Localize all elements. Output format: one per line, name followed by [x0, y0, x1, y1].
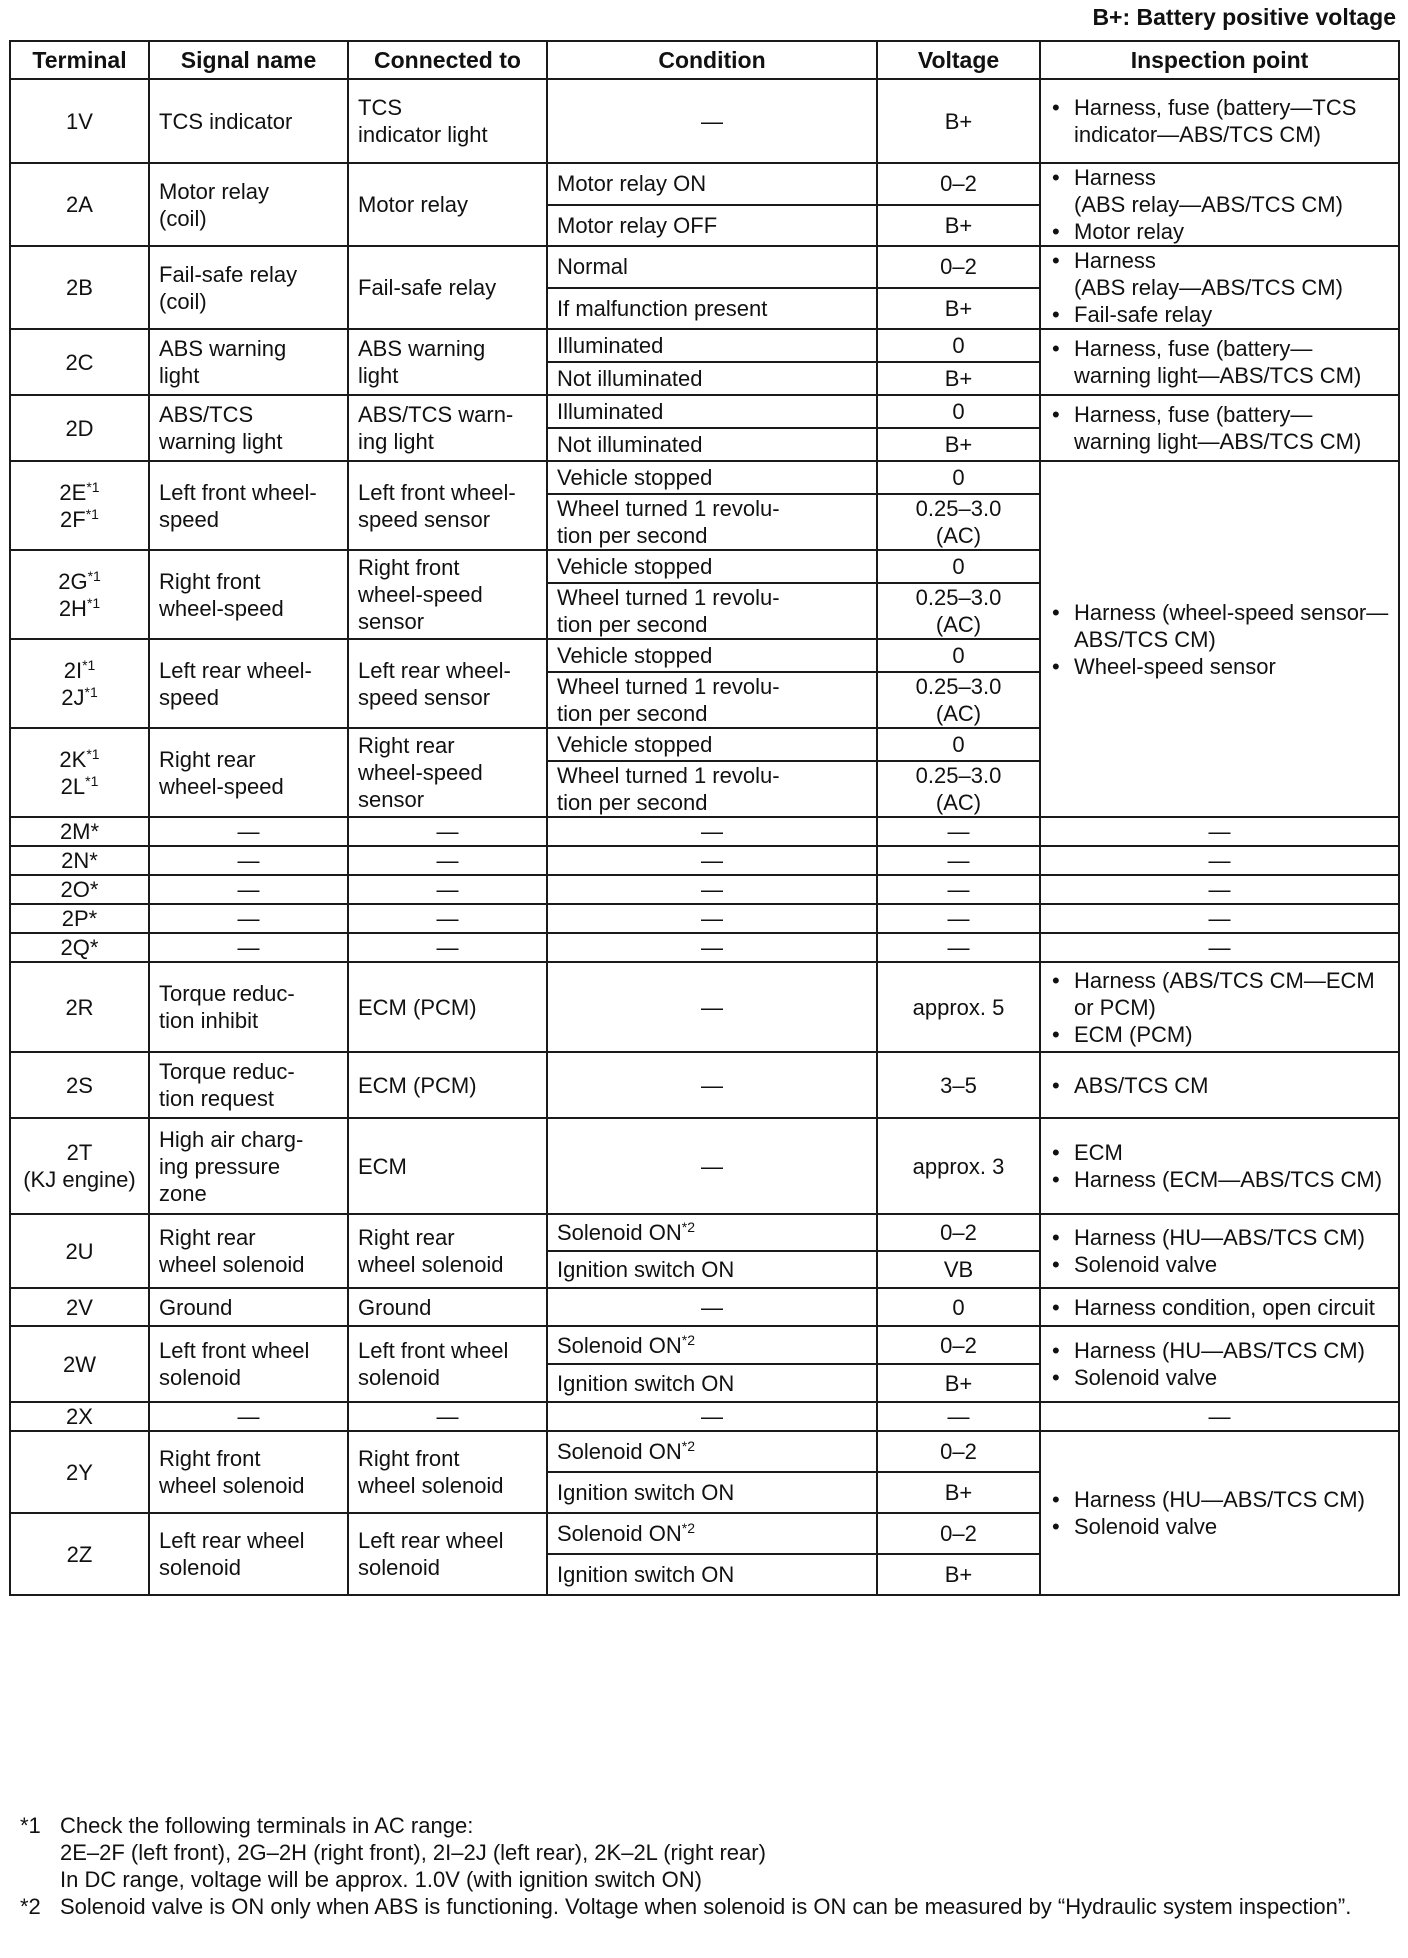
- terminal-code: 2J: [61, 684, 85, 710]
- voltage-cell: —: [877, 875, 1040, 904]
- condition-cell: —: [547, 962, 877, 1052]
- inspection-item: • Solenoid valve: [1050, 1364, 1389, 1391]
- footnote-ref: *2: [681, 1438, 695, 1454]
- connected-cell: Left front wheel- speed sensor: [348, 461, 547, 550]
- table-row: [10, 962, 1399, 1052]
- voltage-cell: 0.25–3.0 (AC): [877, 583, 1040, 639]
- condition-cell: Wheel turned 1 revolu- tion per second: [547, 672, 877, 728]
- connected-cell: —: [348, 933, 547, 962]
- table-row: [10, 246, 1399, 288]
- inspection-item: • Wheel-speed sensor: [1050, 653, 1389, 680]
- condition-cell: Wheel turned 1 revolu- tion per second: [547, 761, 877, 817]
- voltage-cell: 0.25–3.0 (AC): [877, 672, 1040, 728]
- signal-cell: —: [149, 933, 348, 962]
- voltage-cell: B+: [877, 362, 1040, 395]
- terminal-cell: 2Q*: [10, 933, 149, 962]
- condition-cell: Normal: [547, 246, 877, 288]
- voltage-cell: 0: [877, 728, 1040, 761]
- voltage-cell: —: [877, 817, 1040, 846]
- inspection-item: • Motor relay: [1050, 218, 1389, 245]
- inspection-item: • ECM: [1050, 1139, 1389, 1166]
- inspection-cell: [1040, 395, 1399, 461]
- condition-cell: Illuminated: [547, 395, 877, 428]
- table-row: [10, 1214, 1399, 1251]
- condition-text: Solenoid ON: [557, 1521, 682, 1546]
- condition-cell: —: [547, 1288, 877, 1326]
- terminal-engine-note: (KJ engine): [23, 1167, 136, 1192]
- voltage-cell: B+: [877, 79, 1040, 163]
- inspection-cell: [1040, 1431, 1399, 1595]
- condition-cell: —: [547, 1402, 877, 1431]
- inspection-item: • Harness condition, open circuit: [1050, 1294, 1389, 1321]
- inspection-cell: [1040, 1326, 1399, 1402]
- signal-cell: —: [149, 817, 348, 846]
- condition-cell: [547, 1431, 877, 1472]
- terminal-code: 2F: [60, 506, 86, 532]
- condition-cell: Vehicle stopped: [547, 461, 877, 494]
- voltage-cell: 0–2: [877, 1513, 1040, 1554]
- condition-cell: Vehicle stopped: [547, 550, 877, 583]
- signal-cell: Left front wheel- speed: [149, 461, 348, 550]
- signal-cell: Right rear wheel-speed: [149, 728, 348, 817]
- terminal-code: 2E: [59, 479, 87, 505]
- voltage-cell: 0: [877, 329, 1040, 362]
- header-terminal: Terminal: [10, 41, 149, 79]
- header-signal-name: Signal name: [149, 41, 348, 79]
- condition-cell: —: [547, 933, 877, 962]
- connected-cell: ABS warning light: [348, 329, 547, 395]
- signal-cell: High air charg- ing pressure zone: [149, 1118, 348, 1214]
- terminal-code: 2I: [63, 657, 83, 683]
- voltage-cell: 0: [877, 395, 1040, 428]
- header-condition: Condition: [547, 41, 877, 79]
- inspection-item: • Fail-safe relay: [1050, 301, 1389, 328]
- condition-cell: [547, 1513, 877, 1554]
- inspection-cell: [1040, 1118, 1399, 1214]
- condition-cell: Ignition switch ON: [547, 1472, 877, 1513]
- inspection-cell: —: [1040, 817, 1399, 846]
- footnote-ref: *2: [681, 1219, 695, 1235]
- connected-cell: ECM (PCM): [348, 1052, 547, 1118]
- voltage-cell: approx. 3: [877, 1118, 1040, 1214]
- footnote-text: Solenoid valve is ON only when ABS is functioning. Voltage when solenoid is ON can be measured by “Hydraulic system inspection”.: [60, 1894, 1352, 1919]
- inspection-cell: [1040, 246, 1399, 329]
- voltage-cell: 0: [877, 461, 1040, 494]
- table-header-row: [10, 41, 1399, 79]
- terminal-cell: 2P*: [10, 904, 149, 933]
- terminal-cell: [10, 639, 149, 728]
- condition-cell: [547, 1326, 877, 1364]
- table-row: [10, 1326, 1399, 1364]
- condition-cell: Vehicle stopped: [547, 639, 877, 672]
- terminal-cell: 2U: [10, 1214, 149, 1288]
- footnote-1: [20, 1812, 1400, 1893]
- inspection-cell: —: [1040, 1402, 1399, 1431]
- table-row: [10, 1431, 1399, 1472]
- table-row: [10, 846, 1399, 875]
- table-row: [10, 79, 1399, 163]
- inspection-item: • Harness (HU—ABS/TCS CM): [1050, 1224, 1389, 1251]
- condition-cell: Ignition switch ON: [547, 1554, 877, 1595]
- footnote-ref: *2: [681, 1331, 695, 1348]
- voltage-cell: 0–2: [877, 246, 1040, 288]
- inspection-item: • Harness (ABS relay—ABS/TCS CM): [1050, 247, 1389, 301]
- terminal-cell: 1V: [10, 79, 149, 163]
- connected-cell: —: [348, 875, 547, 904]
- condition-cell: —: [547, 1052, 877, 1118]
- terminal-cell: [10, 461, 149, 550]
- connected-cell: TCS indicator light: [348, 79, 547, 163]
- signal-cell: Motor relay (coil): [149, 163, 348, 246]
- condition-text: Solenoid ON: [557, 1439, 682, 1464]
- voltage-legend: B+: Battery positive voltage: [1092, 4, 1396, 30]
- signal-cell: Right rear wheel solenoid: [149, 1214, 348, 1288]
- inspection-item: • Harness, fuse (battery—warning light—ABS/TCS CM): [1050, 335, 1389, 389]
- header-inspection-point: Inspection point: [1040, 41, 1399, 79]
- signal-cell: —: [149, 904, 348, 933]
- inspection-item: • Harness, fuse (battery—warning light—ABS/TCS CM): [1050, 401, 1389, 455]
- terminal-cell: 2V: [10, 1288, 149, 1326]
- signal-cell: Left rear wheel solenoid: [149, 1513, 348, 1595]
- inspection-item: • ECM (PCM): [1050, 1021, 1389, 1048]
- terminal-voltage-table: [9, 40, 1400, 1596]
- voltage-cell: B+: [877, 1364, 1040, 1402]
- footnote-ref: *1: [86, 745, 100, 762]
- signal-cell: ABS/TCS warning light: [149, 395, 348, 461]
- terminal-code: 2L: [60, 773, 86, 799]
- table-row: [10, 1052, 1399, 1118]
- inspection-cell: [1040, 79, 1399, 163]
- table-row: [10, 163, 1399, 205]
- table-row: [10, 1288, 1399, 1326]
- terminal-cell: 2Y: [10, 1431, 149, 1513]
- inspection-cell: [1040, 1214, 1399, 1288]
- connected-cell: —: [348, 1402, 547, 1431]
- connected-cell: Right front wheel-speed sensor: [348, 550, 547, 639]
- voltage-cell: 0–2: [877, 1326, 1040, 1364]
- voltage-cell: —: [877, 933, 1040, 962]
- signal-cell: Right front wheel-speed: [149, 550, 348, 639]
- voltage-cell: 0: [877, 550, 1040, 583]
- terminal-cell: [10, 550, 149, 639]
- terminal-cell: 2N*: [10, 846, 149, 875]
- inspection-item: • Harness (ABS/TCS CM—ECM or PCM): [1050, 967, 1389, 1021]
- voltage-cell: —: [877, 904, 1040, 933]
- inspection-cell: —: [1040, 875, 1399, 904]
- condition-cell: Ignition switch ON: [547, 1251, 877, 1288]
- condition-cell: [547, 1214, 877, 1251]
- inspection-cell: [1040, 461, 1399, 817]
- inspection-item: • Harness, fuse (battery—TCS indicator—ABS/TCS CM): [1050, 94, 1389, 148]
- inspection-cell: —: [1040, 933, 1399, 962]
- table-row: [10, 1402, 1399, 1431]
- footnote-mark: *2: [20, 1894, 41, 1919]
- footnote-2: [20, 1893, 1400, 1920]
- terminal-cell: 2Z: [10, 1513, 149, 1595]
- signal-cell: Left front wheel solenoid: [149, 1326, 348, 1402]
- table-row: [10, 875, 1399, 904]
- voltage-cell: B+: [877, 288, 1040, 330]
- condition-cell: Ignition switch ON: [547, 1364, 877, 1402]
- terminal-code: 2H: [58, 595, 87, 621]
- inspection-cell: [1040, 1052, 1399, 1118]
- footnote-ref: *1: [87, 567, 101, 584]
- condition-cell: —: [547, 1118, 877, 1214]
- terminal-cell: 2W: [10, 1326, 149, 1402]
- table-row: [10, 904, 1399, 933]
- inspection-cell: [1040, 329, 1399, 395]
- connected-cell: ECM: [348, 1118, 547, 1214]
- connected-cell: ABS/TCS warn- ing light: [348, 395, 547, 461]
- connected-cell: Left rear wheel solenoid: [348, 1513, 547, 1595]
- inspection-item: • Harness (wheel-speed sensor—ABS/TCS CM): [1050, 599, 1389, 653]
- signal-cell: Ground: [149, 1288, 348, 1326]
- signal-cell: Left rear wheel- speed: [149, 639, 348, 728]
- inspection-item: • Harness (HU—ABS/TCS CM): [1050, 1486, 1389, 1513]
- terminal-cell: [10, 1118, 149, 1214]
- footnotes: [20, 1812, 1400, 1920]
- footnote-ref: *1: [84, 683, 98, 700]
- connected-cell: —: [348, 817, 547, 846]
- voltage-cell: 0: [877, 639, 1040, 672]
- terminal-code: 2G: [58, 568, 88, 594]
- inspection-cell: [1040, 163, 1399, 246]
- terminal-cell: 2M*: [10, 817, 149, 846]
- inspection-cell: [1040, 1288, 1399, 1326]
- signal-cell: Right front wheel solenoid: [149, 1431, 348, 1513]
- voltage-cell: —: [877, 846, 1040, 875]
- condition-cell: Wheel turned 1 revolu- tion per second: [547, 583, 877, 639]
- footnote-ref: *1: [86, 478, 100, 495]
- voltage-cell: B+: [877, 428, 1040, 461]
- inspection-cell: —: [1040, 846, 1399, 875]
- signal-cell: ABS warning light: [149, 329, 348, 395]
- connected-cell: Right rear wheel-speed sensor: [348, 728, 547, 817]
- connected-cell: Left rear wheel- speed sensor: [348, 639, 547, 728]
- footnote-mark: *1: [20, 1813, 41, 1838]
- connected-cell: —: [348, 846, 547, 875]
- voltage-cell: B+: [877, 205, 1040, 247]
- table-row: [10, 817, 1399, 846]
- condition-cell: Vehicle stopped: [547, 728, 877, 761]
- condition-cell: Not illuminated: [547, 428, 877, 461]
- footnote-text: Check the following terminals in AC range: 2E–2F (left front), 2G–2H (right front), 2I–2J (left rear), 2K–2L (right rear) In DC range, voltage will be approx. 1.0V (with ignition switch ON): [60, 1813, 766, 1892]
- table-row: [10, 1118, 1399, 1214]
- terminal-cell: 2X: [10, 1402, 149, 1431]
- condition-cell: Illuminated: [547, 329, 877, 362]
- voltage-cell: 0.25–3.0 (AC): [877, 761, 1040, 817]
- connected-cell: Right rear wheel solenoid: [348, 1214, 547, 1288]
- condition-cell: Not illuminated: [547, 362, 877, 395]
- condition-text: Solenoid ON: [557, 1220, 682, 1245]
- condition-text: Solenoid ON: [557, 1332, 682, 1358]
- condition-cell: If malfunction present: [547, 288, 877, 330]
- condition-cell: Motor relay ON: [547, 163, 877, 205]
- condition-cell: Motor relay OFF: [547, 205, 877, 247]
- voltage-cell: approx. 5: [877, 962, 1040, 1052]
- voltage-cell: 0.25–3.0 (AC): [877, 494, 1040, 550]
- signal-cell: —: [149, 846, 348, 875]
- voltage-cell: 3–5: [877, 1052, 1040, 1118]
- footnote-ref: *1: [82, 656, 96, 673]
- connected-cell: ECM (PCM): [348, 962, 547, 1052]
- voltage-cell: B+: [877, 1472, 1040, 1513]
- inspection-item: • Solenoid valve: [1050, 1513, 1389, 1540]
- signal-cell: Torque reduc- tion inhibit: [149, 962, 348, 1052]
- condition-cell: Wheel turned 1 revolu- tion per second: [547, 494, 877, 550]
- connected-cell: —: [348, 904, 547, 933]
- connected-cell: Left front wheel solenoid: [348, 1326, 547, 1402]
- inspection-cell: [1040, 962, 1399, 1052]
- condition-cell: —: [547, 79, 877, 163]
- footnote-ref: *1: [85, 772, 99, 789]
- footnote-ref: *1: [85, 505, 99, 522]
- terminal-cell: [10, 728, 149, 817]
- signal-cell: Fail-safe relay (coil): [149, 246, 348, 329]
- signal-cell: Torque reduc- tion request: [149, 1052, 348, 1118]
- terminal-code: 2K: [59, 746, 87, 772]
- footnote-ref: *2: [681, 1520, 695, 1536]
- terminal-cell: 2D: [10, 395, 149, 461]
- terminal-cell: 2A: [10, 163, 149, 246]
- signal-cell: —: [149, 875, 348, 904]
- terminal-cell: 2C: [10, 329, 149, 395]
- condition-cell: —: [547, 875, 877, 904]
- terminal-cell: 2O*: [10, 875, 149, 904]
- voltage-cell: 0–2: [877, 163, 1040, 205]
- table-row: [10, 395, 1399, 428]
- condition-cell: —: [547, 904, 877, 933]
- voltage-cell: 0–2: [877, 1431, 1040, 1472]
- voltage-cell: 0–2: [877, 1214, 1040, 1251]
- table-row: [10, 933, 1399, 962]
- connected-cell: Ground: [348, 1288, 547, 1326]
- inspection-item: • Harness (ABS relay—ABS/TCS CM): [1050, 164, 1389, 218]
- connected-cell: Motor relay: [348, 163, 547, 246]
- signal-cell: —: [149, 1402, 348, 1431]
- header-voltage: Voltage: [877, 41, 1040, 79]
- voltage-cell: B+: [877, 1554, 1040, 1595]
- condition-cell: —: [547, 817, 877, 846]
- signal-cell: TCS indicator: [149, 79, 348, 163]
- connected-cell: Fail-safe relay: [348, 246, 547, 329]
- terminal-cell: 2R: [10, 962, 149, 1052]
- inspection-item: • Harness (HU—ABS/TCS CM): [1050, 1337, 1389, 1364]
- terminal-cell: 2S: [10, 1052, 149, 1118]
- inspection-item: • ABS/TCS CM: [1050, 1072, 1389, 1099]
- inspection-cell: —: [1040, 904, 1399, 933]
- table-row: [10, 329, 1399, 362]
- header-connected-to: Connected to: [348, 41, 547, 79]
- terminal-cell: 2B: [10, 246, 149, 329]
- table-row: [10, 461, 1399, 494]
- terminal-code: 2T: [66, 1140, 93, 1165]
- inspection-item: • Harness (ECM—ABS/TCS CM): [1050, 1166, 1389, 1193]
- footnote-ref: *1: [86, 594, 101, 611]
- condition-cell: —: [547, 846, 877, 875]
- voltage-cell: —: [877, 1402, 1040, 1431]
- voltage-cell: 0: [877, 1288, 1040, 1326]
- voltage-cell: VB: [877, 1251, 1040, 1288]
- connected-cell: Right front wheel solenoid: [348, 1431, 547, 1513]
- inspection-item: • Solenoid valve: [1050, 1251, 1389, 1278]
